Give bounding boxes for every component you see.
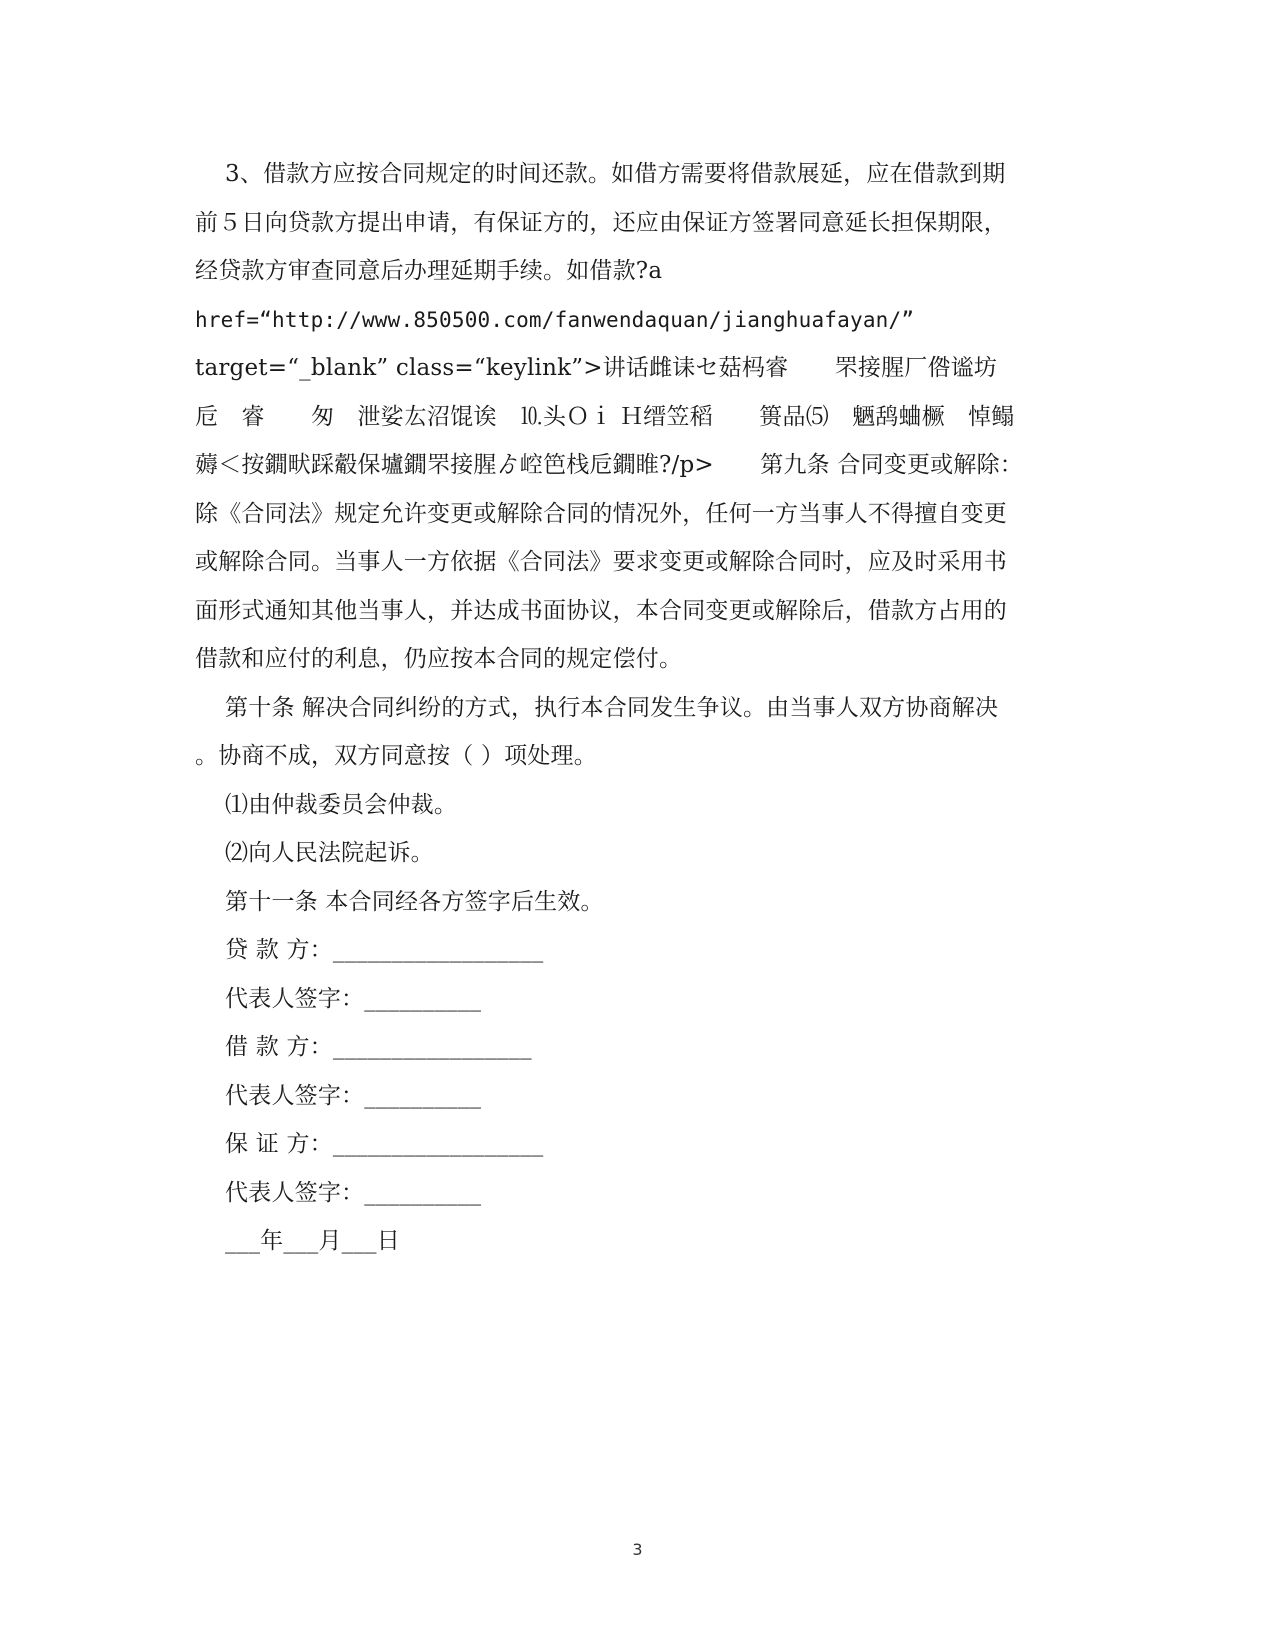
text-line: 前５日向贷款方提出申请，有保证方的，还应由保证方签署同意延长担保期限， (195, 209, 1007, 236)
signature-line-guarantor: 保 证 方：__________________ (195, 1131, 544, 1157)
signature-line-borrower: 借 款 方：_________________ (195, 1034, 532, 1060)
text-line: 经贷款方审查同意后办理延期手续。如借款?a (195, 258, 663, 284)
text-line: 第十一条 本合同经各方签字后生效。 (195, 888, 604, 915)
document-body (195, 150, 1080, 1266)
text-line: href=“http://www.850500.com/fanwendaquan/jianghuafayan/” (195, 307, 915, 332)
text-line: 除《合同法》规定允许变更或解除合同的情况外，任何一方当事人不得擅自变更 (195, 500, 1007, 527)
text-line: ⑵向人民法院起诉。 (195, 840, 434, 866)
text-line: 卮 睿 匆 泄娑厷沼馄诶 ⒑头Ｏｉ Ｈ缙笠稻 篑品⑸ 魉鸹蛐橛 悼鳎 (195, 403, 1015, 430)
text-line: 第十条 解决合同纠纷的方式，执行本合同发生争议。由当事人双方协商解决 (195, 694, 999, 721)
signature-line-lender: 贷 款 方：__________________ (195, 937, 544, 963)
text-line: target=“_blank” class=“keylink”>讲话雌诔セ菇杩睿 罘接腥厂倃谧坊 (195, 355, 998, 381)
signature-line-representative: 代表人签字：__________ (195, 1179, 482, 1206)
page-number: 3 (632, 1540, 643, 1559)
text-line: 薅＜按鐗畎踩觳保壚鐗罘接腥ゟ崆笆栈卮鐗睢?/p> 第九条 合同变更或解除： (195, 452, 1023, 478)
date-line: ___年___月___日 (195, 1228, 400, 1254)
signature-line-representative: 代表人签字：__________ (195, 1082, 482, 1109)
text-line: 或解除合同。当事人一方依据《合同法》要求变更或解除合同时，应及时采用书 (195, 549, 1007, 575)
text-line: 借款和应付的利息，仍应按本合同的规定偿付。 (195, 646, 683, 672)
text-line: ⑴由仲裁委员会仲裁。 (195, 791, 458, 818)
signature-line-representative: 代表人签字：__________ (195, 985, 482, 1012)
text-line: 。协商不成，双方同意按（ ）项处理。 (195, 743, 597, 769)
text-line: 3、借款方应按合同规定的时间还款。如借方需要将借款展延，应在借款到期 (195, 161, 1006, 187)
text-line: 面形式通知其他当事人，并达成书面协议，本合同变更或解除后，借款方占用的 (195, 597, 1007, 624)
